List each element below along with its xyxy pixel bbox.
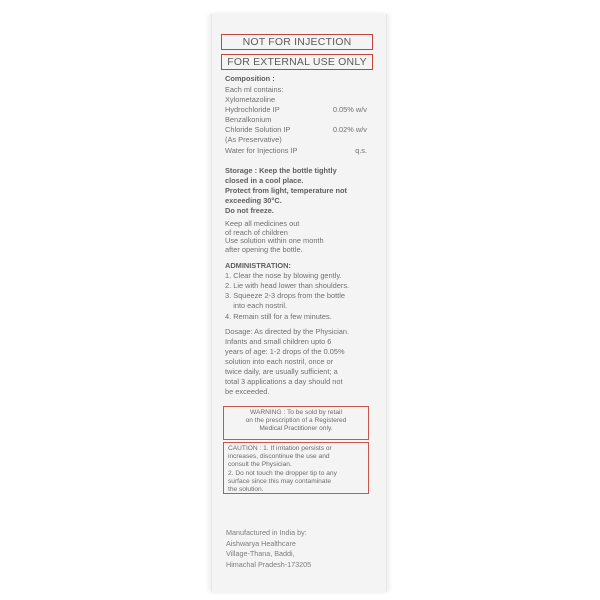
dosage-line: be exceeded. (225, 387, 270, 396)
water-amount: q.s. (355, 146, 367, 155)
administration-step: 3. Squeeze 2-3 drops from the bottle (225, 291, 345, 300)
caution-line: increases, discontinue the use and (228, 453, 330, 461)
warning-line: WARNING : To be sold by retail (250, 409, 342, 416)
keep-line: Keep all medicines out (225, 219, 300, 228)
keep-line: of reach of children (225, 228, 288, 237)
dosage-line: twice daily, are usually sufficient; a (225, 367, 338, 376)
caution-box (223, 442, 369, 494)
not-for-injection-banner: NOT FOR INJECTION (221, 34, 373, 50)
warning-box (223, 406, 369, 440)
administration-step: 4. Remain still for a few minutes. (225, 312, 332, 321)
composition-item-name: Benzalkonium (225, 115, 272, 124)
caution-line: surface since this may contaminate (228, 477, 331, 485)
composition-item-amount: 0.05% w/v (332, 105, 367, 114)
caution-line: consult the Physician. (228, 461, 292, 469)
composition-item-row (225, 125, 367, 134)
composition-item-line2: Chloride Solution IP (225, 125, 291, 134)
composition-item-name: Xylometazoline (225, 95, 276, 104)
dosage-line: Infants and small children upto 6 (225, 337, 332, 346)
composition-item-row (225, 105, 367, 114)
caution-line: CAUTION : 1. If irritation persists or (228, 445, 332, 452)
composition-intro: Each ml contains: (225, 85, 284, 94)
manufacturer-line: Himachal Pradesh-173205 (226, 559, 312, 569)
keep-line: Use solution within one month (225, 236, 324, 245)
warning-line: Medical Practitioner only. (259, 425, 333, 433)
administration-step: 2. Lie with head lower than shoulders. (225, 281, 350, 290)
composition-item-line2: Hydrochloride IP (225, 105, 280, 114)
manufacturer-line: Manufactured in India by: (226, 528, 307, 537)
storage-line: closed in a cool place. (225, 176, 304, 185)
administration-heading: ADMINISTRATION: (225, 261, 291, 270)
dosage-line: solution into each nostril, once or (225, 357, 334, 366)
water-row (225, 146, 367, 155)
administration-step: into each nostril. (225, 301, 288, 310)
dosage-line: years of age: 1-2 drops of the 0.05% (225, 347, 345, 356)
storage-line: exceeding 30°C. (225, 196, 282, 205)
manufacturer-block (226, 528, 311, 570)
dosage-line: Dosage: As directed by the Physician. (225, 327, 350, 336)
external-use-banner: FOR EXTERNAL USE ONLY (221, 54, 373, 70)
administration-step: 1. Clear the nose by blowing gently. (225, 271, 342, 280)
water-name: Water for Injections IP (225, 146, 298, 155)
manufacturer-line: Village-Thana, Baddi, (226, 549, 295, 559)
composition-item-amount: 0.02% w/v (332, 125, 367, 134)
preservative-note: (As Preservative) (225, 135, 282, 144)
warning-line: on the prescription of a Registered (245, 417, 347, 425)
dosage-line: total 3 applications a day should not (225, 377, 343, 386)
caution-line: 2. Do not touch the dropper tip to any (228, 469, 337, 477)
storage-line: Do not freeze. (225, 206, 274, 215)
manufacturer-line: Aishwarya Healthcare (226, 538, 296, 548)
composition-heading: Composition : (225, 74, 275, 83)
storage-line: Protect from light, temperature not (225, 186, 347, 195)
storage-line: Storage : Keep the bottle tightly (225, 166, 337, 175)
caution-line: the solution. (228, 486, 264, 494)
keep-line: after opening the bottle. (225, 245, 303, 254)
